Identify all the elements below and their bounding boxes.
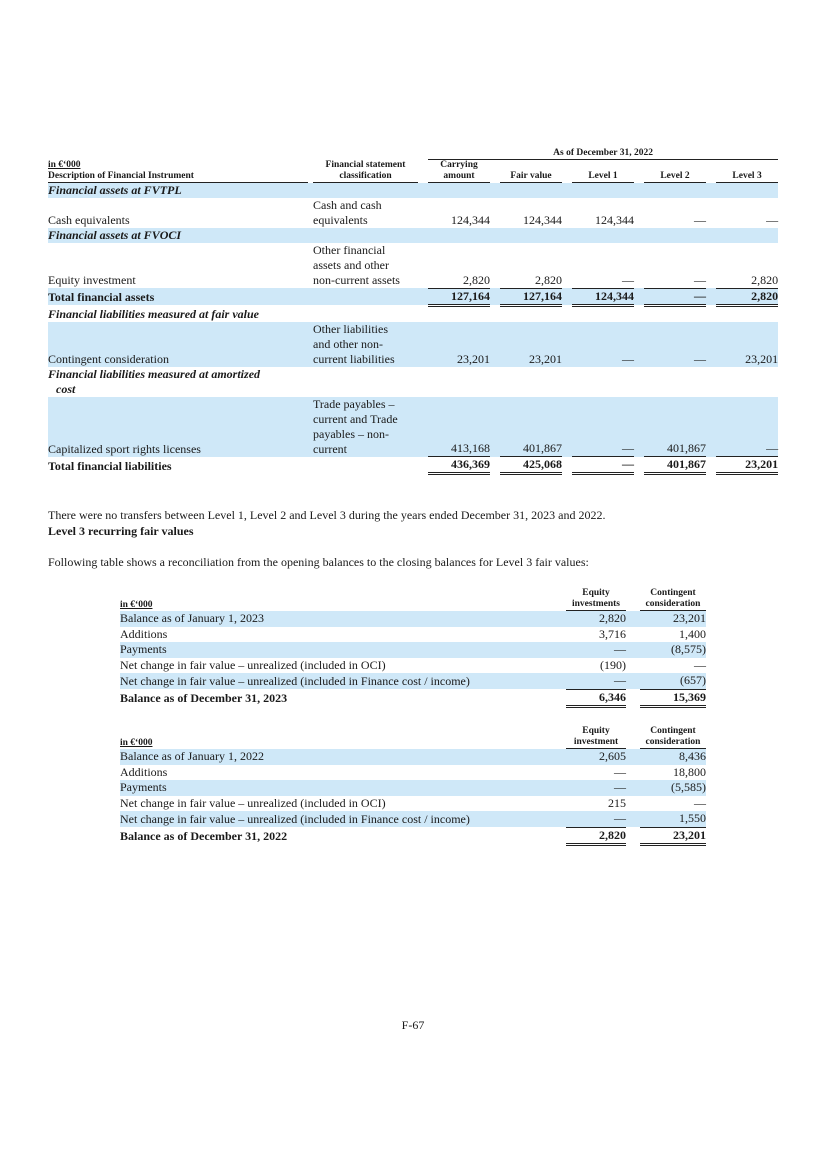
table-row: Additions 3,716 1,400 (120, 626, 706, 641)
unit-label: in €‘000 (120, 599, 153, 610)
table-row: Payments — (5,585) (120, 780, 706, 794)
reconciliation-table-2022 (120, 726, 706, 846)
table-row: Additions — 18,800 (120, 764, 706, 779)
row-total-financial-liabilities: Total financial liabilities 436,369 425,068 — 401,867 23,201 (48, 457, 779, 473)
table-row-total: Balance as of December 31, 2023 6,346 15,369 (120, 689, 706, 705)
row-contingent-consideration: Contingent consideration Other liabilities and other non- current liabilities 23,201 23,201 — — 23,201 (48, 321, 779, 366)
level3-heading: Level 3 recurring fair values (48, 524, 194, 538)
reconciliation-table-2023 (120, 588, 706, 708)
table-row: Balance as of January 1, 2023 2,820 23,201 (120, 611, 706, 625)
row-cash-equivalents: Cash equivalents Cash and cash equivalents 124,344 124,344 124,344 — — (48, 198, 779, 227)
fair-value-table (48, 148, 778, 475)
row-capitalized-sport-rights: Capitalized sport rights licenses Trade payables – current and Trade payables – non- current 413,168 401,867 — 401,867 — (48, 396, 779, 456)
col-level-3: Level 3 (716, 160, 778, 183)
section-fvoci: Financial assets at FVOCI (48, 228, 778, 243)
section-fvtpl: Financial assets at FVTPL (48, 183, 778, 199)
unit-label: in €‘000 (48, 159, 81, 170)
table-row: Net change in fair value – unrealized (included in Finance cost / income) — 1,550 (120, 811, 706, 826)
col-classification: Financial statement classification (313, 160, 418, 183)
col-level-1: Level 1 (572, 160, 634, 183)
row-equity-investment: Equity investment Other financial assets and other non-current assets 2,820 2,820 — — 2,820 (48, 243, 779, 287)
no-transfers-text: There were no transfers between Level 1, Level 2 and Level 3 during the years ended December 31, 2023 and 2022. (48, 508, 606, 522)
row-total-financial-assets: Total financial assets 127,164 127,164 124,344 — 2,820 (48, 288, 779, 304)
col-fair-value: Fair value (500, 160, 562, 183)
table-row: Net change in fair value – unrealized (included in OCI) (190) — (120, 657, 706, 672)
col-contingent-consideration: Contingent consideration (640, 588, 706, 611)
unit-label: in €‘000 (120, 737, 153, 748)
table-row: Balance as of January 1, 2022 2,605 8,436 (120, 749, 706, 763)
table-row: Net change in fair value – unrealized (included in Finance cost / income) — (657) (120, 673, 706, 688)
section-liabilities-fair-value: Financial liabilities measured at fair value (48, 306, 260, 321)
col-level-2: Level 2 (644, 160, 706, 183)
col-equity-investment: Equity investment (566, 726, 626, 749)
page-number: F-67 (401, 1018, 425, 1032)
col-contingent-consideration: Contingent consideration (640, 726, 706, 749)
table-row: Net change in fair value – unrealized (included in OCI) 215 — (120, 795, 706, 810)
section-liabilities-amortized-cost: Financial liabilities measured at amortized cost (48, 366, 261, 396)
col-equity-investments: Equity investments (566, 588, 626, 611)
table-row-total: Balance as of December 31, 2022 2,820 23,201 (120, 827, 706, 843)
table-row: Payments — (8,575) (120, 642, 706, 656)
col-description: Description of Financial Instrument (48, 171, 308, 183)
reconciliation-intro-text: Following table shows a reconciliation from the opening balances to the closing balances for Level 3 fair values: (48, 555, 589, 569)
period-header: As of December 31, 2022 (428, 148, 778, 160)
col-carrying-amount: Carrying amount (428, 160, 490, 183)
